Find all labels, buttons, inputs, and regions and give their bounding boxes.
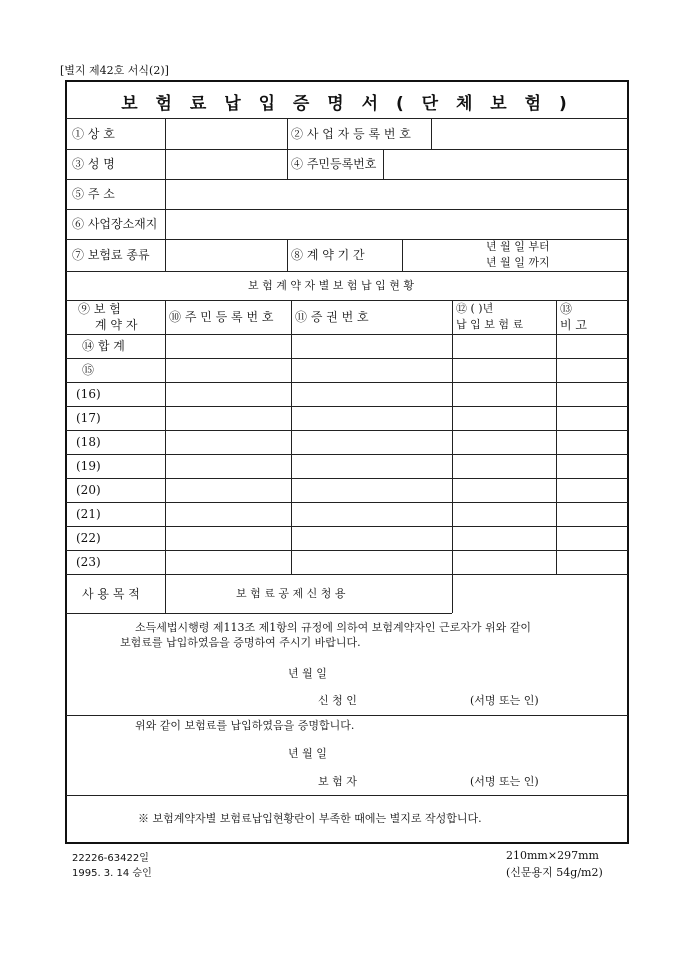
table-row-label: (23) xyxy=(76,555,101,569)
header-resident-no: ⑩ 주 민 등 록 번 호 xyxy=(169,310,274,324)
contract-period-label: ⑧ 계 약 기 간 xyxy=(291,248,365,262)
table-row-label: (17) xyxy=(76,411,101,425)
divider xyxy=(66,478,628,479)
certify-text: 위와 같이 보험료를 납입하였음을 증명합니다. xyxy=(135,719,355,732)
divider xyxy=(66,334,628,335)
divider xyxy=(287,119,288,179)
divider xyxy=(66,502,628,503)
period-to: 년 월 일 까지 xyxy=(486,256,550,269)
table-row-label: (19) xyxy=(76,459,101,473)
resident-reg-no-label: ④ 주민등록번호 xyxy=(291,157,377,171)
period-from: 년 월 일 부터 xyxy=(486,240,550,253)
address-label: ⑤ 주 소 xyxy=(72,187,115,201)
request-text: 소득세법시행령 제113조 제1항의 규정에 의하여 보험계약자인 근로자가 위와 같이 xyxy=(135,621,531,634)
header-remarks: ⑬ xyxy=(560,302,573,316)
divider xyxy=(165,119,166,271)
divider xyxy=(66,430,628,431)
table-row-label: ⑮ xyxy=(82,363,95,377)
insurer-label: 보 험 자 xyxy=(318,775,357,788)
divider xyxy=(66,795,628,796)
request-text: 보험료를 납입하였음을 증명하여 주시기 바랍니다. xyxy=(120,636,361,649)
footer-size: 210mm×297mm xyxy=(506,849,599,862)
form-code: [별지 제42호 서식(2)] xyxy=(60,64,169,77)
table-row-label: (18) xyxy=(76,435,101,449)
purpose-label: 사 용 목 적 xyxy=(82,587,140,601)
divider xyxy=(66,526,628,527)
name-label: ③ 성 명 xyxy=(72,157,115,171)
divider xyxy=(66,613,452,614)
footer-paper: (신문용지 54g/m2) xyxy=(506,866,603,879)
divider xyxy=(287,239,288,271)
note-text: ※ 보험계약자별 보험료납입현황란이 부족한 때에는 별지로 작성합니다. xyxy=(138,812,482,825)
business-reg-no-label: ② 사 업 자 등 록 번 호 xyxy=(291,127,411,141)
trade-name-label: ① 상 호 xyxy=(72,127,115,141)
applicant-label: 신 청 인 xyxy=(318,694,357,707)
table-row-label: (16) xyxy=(76,387,101,401)
divider xyxy=(66,550,628,551)
page-title: 보 험 료 납 입 증 명 서 ( 단 체 보 험 ) xyxy=(121,94,573,114)
header-contractor: 계 약 자 xyxy=(95,318,138,332)
header-year-paid: ⑫ ( )년 xyxy=(456,302,494,315)
divider xyxy=(291,300,292,574)
divider xyxy=(66,118,628,119)
request-date: 년 월 일 xyxy=(288,667,327,680)
divider xyxy=(66,715,628,716)
table-row-label: (22) xyxy=(76,531,101,545)
divider xyxy=(66,454,628,455)
footer-approval: 1995. 3. 14 승인 xyxy=(72,868,152,879)
divider xyxy=(402,239,403,271)
table-row-label: (20) xyxy=(76,483,101,497)
divider xyxy=(66,382,628,383)
divider xyxy=(66,300,628,301)
divider xyxy=(66,574,628,575)
divider xyxy=(165,300,166,613)
divider xyxy=(66,149,628,150)
applicant-sign: (서명 또는 인) xyxy=(470,694,539,707)
header-remarks: 비 고 xyxy=(560,318,587,332)
table-row-label: ⑭ 합 계 xyxy=(82,339,125,353)
divider xyxy=(556,300,557,574)
header-contractor: ⑨ 보 험 xyxy=(78,302,121,316)
divider xyxy=(66,358,628,359)
header-policy-no: ⑪ 증 권 번 호 xyxy=(295,310,369,324)
purpose-value: 보 험 료 공 제 신 청 용 xyxy=(236,587,346,600)
premium-type-label: ⑦ 보험료 종류 xyxy=(72,248,150,262)
insurer-sign: (서명 또는 인) xyxy=(470,775,539,788)
header-year-paid: 납 입 보 험 료 xyxy=(456,318,524,331)
divider xyxy=(383,149,384,179)
table-row-label: (21) xyxy=(76,507,101,521)
section-title: 보 험 계 약 자 별 보 험 납 입 현 황 xyxy=(248,279,414,292)
footer-code: 22226-63422일 xyxy=(72,853,149,864)
divider xyxy=(452,300,453,613)
workplace-location-label: ⑥ 사업장소재지 xyxy=(72,217,158,231)
divider xyxy=(66,179,628,180)
divider xyxy=(66,209,628,210)
divider xyxy=(431,119,432,149)
certify-date: 년 월 일 xyxy=(288,747,327,760)
divider xyxy=(66,271,628,272)
divider xyxy=(66,406,628,407)
